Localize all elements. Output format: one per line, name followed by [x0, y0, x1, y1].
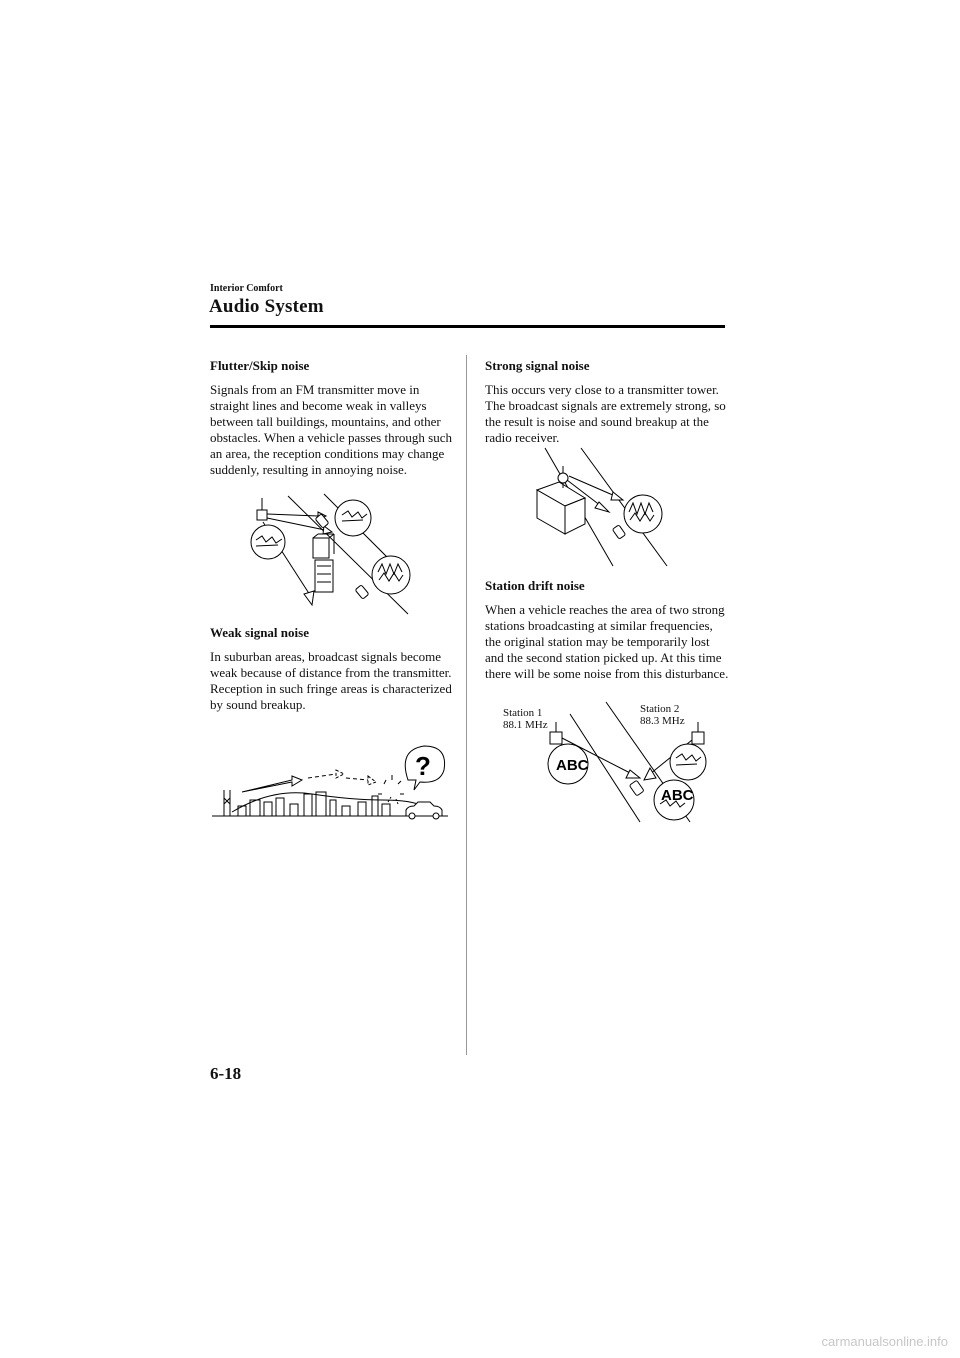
station2-name: Station 2 [640, 703, 680, 715]
section-label: Interior Comfort [210, 283, 283, 294]
flutter-body: Signals from an FM transmitter move in straight lines and become weak in valleys between tall buildings, mountains, and other obstacles. When a vehicle passes through such an area, the reception conditions may change suddenly, resulting in annoying noise. [210, 382, 452, 477]
station1-frequency: 88.1 MHz [503, 719, 548, 731]
drift-heading: Station drift noise [485, 578, 585, 593]
station1-name: Station 1 [503, 707, 543, 719]
weak-signal-illustration [212, 740, 448, 820]
station2-frequency: 88.3 MHz [640, 715, 685, 727]
page-number: 6-18 [210, 1064, 242, 1083]
page-title: Audio System [209, 296, 324, 317]
flutter-heading: Flutter/Skip noise [210, 358, 310, 373]
column-divider [466, 355, 467, 1055]
weak-section [210, 625, 455, 713]
abc-bubble-right-text: ABC [661, 787, 694, 804]
flutter-illustration [240, 490, 430, 620]
strong-signal-illustration [535, 448, 675, 570]
drift-section [485, 578, 730, 682]
station-drift-illustration [540, 700, 710, 825]
strong-section [485, 358, 730, 446]
title-rule [210, 325, 725, 328]
abc-bubble-left-text: ABC [556, 757, 589, 774]
weak-body: In suburban areas, broadcast signals become weak because of distance from the transmitter. Reception in such fringe areas is characterized by sound breakup. [210, 649, 452, 712]
drift-body: When a vehicle reaches the area of two strong stations broadcasting at similar frequencies, the original station may be temporarily lost and the second station picked up. At this time there will be some noise from this disturbance. [485, 602, 729, 681]
strong-heading: Strong signal noise [485, 358, 590, 373]
svg-text:?: ? [415, 751, 431, 781]
weak-heading: Weak signal noise [210, 625, 309, 640]
strong-body: This occurs very close to a transmitter tower. The broadcast signals are extremely strong, so the result is noise and sound breakup at the radio receiver. [485, 382, 726, 445]
watermark: carmanualsonline.info [821, 1334, 948, 1349]
flutter-section [210, 358, 455, 478]
